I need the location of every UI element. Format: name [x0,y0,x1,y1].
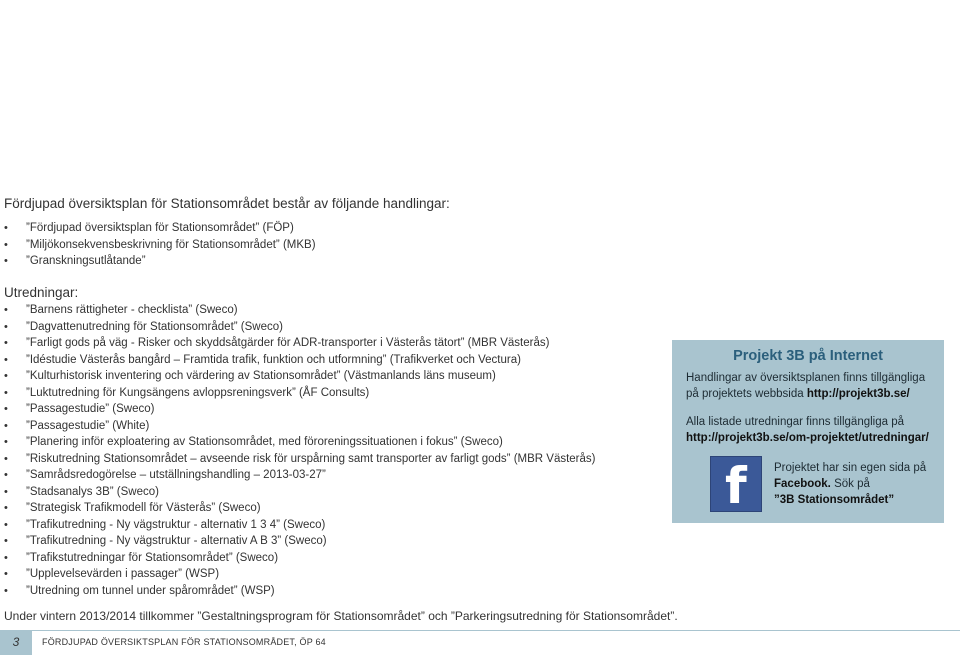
box-text: Sök på [830,478,870,490]
list-item: • ”Planering inför exploatering av Stationsområdet, med föroreningssituationen i fokus” (Sweco) [4,434,596,451]
box-text: Alla listade utredningar finns tillgängliga på [686,416,905,428]
list-item: • ”Miljökonsekvensbeskrivning för Stationsområdet” (MKB) [4,237,316,254]
list-item: • ”Trafikstutredningar för Stationsområdet” (Sweco) [4,550,596,567]
footer-title: FÖRDJUPAD ÖVERSIKTSPLAN FÖR STATIONSOMRÅDET, ÖP 64 [42,637,326,647]
facebook-icon[interactable] [710,456,762,515]
list-item: • ”Trafikutredning - Ny vägstruktur - alternativ A B 3” (Sweco) [4,533,596,550]
box-paragraph-facebook [774,460,934,508]
list-item: • ”Samrådsredogörelse – utställningshandling – 2013-03-27” [4,467,596,484]
box-paragraph-studies [686,414,936,446]
list-item: • ”Barnens rättigheter - checklista” (Sweco) [4,302,596,319]
outro-text: Under vintern 2013/2014 tillkommer ”Gestaltningsprogram för Stationsområdet” och ”Parkeringsutredning för Stationsområdet”. [4,609,678,623]
list-item: • ”Trafikutredning - Ny vägstruktur - alternativ 1 3 4” (Sweco) [4,517,596,534]
facebook-page-name: ”3B Stationsområdet” [774,494,895,506]
list-item: • ”Farligt gods på väg - Risker och skyddsåtgärder för ADR-transporter i Västerås tätort” (MBR Västerås) [4,335,596,352]
utredningar-heading: Utredningar: [4,285,79,300]
box-text: Handlingar av översiktsplanen finns tillgängliga på projektets webbsida [686,372,926,400]
box-text: Projektet har sin egen sida på [774,462,927,474]
list-item: • ”Utredning om tunnel under spårområdet” (WSP) [4,583,596,600]
list-item: • ”Strategisk Trafikmodell för Västerås” (Sweco) [4,500,596,517]
utredningar-list [4,302,596,599]
list-item: • ”Luktutredning för Kungsängens avloppsreningsverk” (ÅF Consults) [4,385,596,402]
footer-divider [0,630,960,631]
list-item: • ”Passagestudie” (Sweco) [4,401,596,418]
list-item: • ”Stadsanalys 3B” (Sweco) [4,484,596,501]
intro-text: Fördjupad översiktsplan för Stationsområdet består av följande handlingar: [4,196,450,211]
list-item: • ”Fördjupad översiktsplan för Stationsområdet” (FÖP) [4,220,316,237]
box-paragraph-documents [686,370,936,402]
list-item: • ”Upplevelsevärden i passager” (WSP) [4,566,596,583]
internet-info-box [672,340,944,523]
list-item: • ”Granskningsutlåtande” [4,253,316,270]
list-item: • ”Passagestudie” (White) [4,418,596,435]
list-item: • ”Riskutredning Stationsområdet – avseende risk för urspårning samt transporter av farligt gods” (MBR Västerås) [4,451,596,468]
page-number: 3 [0,631,32,655]
box-title: Projekt 3B på Internet [733,348,883,364]
facebook-letter: f [725,457,747,515]
website-link[interactable]: http://projekt3b.se/ [806,388,910,400]
studies-link[interactable]: http://projekt3b.se/om-projektet/utredningar/ [686,432,929,444]
list-item: • ”Idéstudie Västerås bangård – Framtida trafik, funktion och utformning” (Trafikverket och Vectura) [4,352,596,369]
facebook-label: Facebook. [774,478,831,490]
documents-list [4,220,316,270]
list-item: • ”Kulturhistorisk inventering och värdering av Stationsområdet” (Västmanlands läns museum) [4,368,596,385]
list-item: • ”Dagvattenutredning för Stationsområdet” (Sweco) [4,319,596,336]
